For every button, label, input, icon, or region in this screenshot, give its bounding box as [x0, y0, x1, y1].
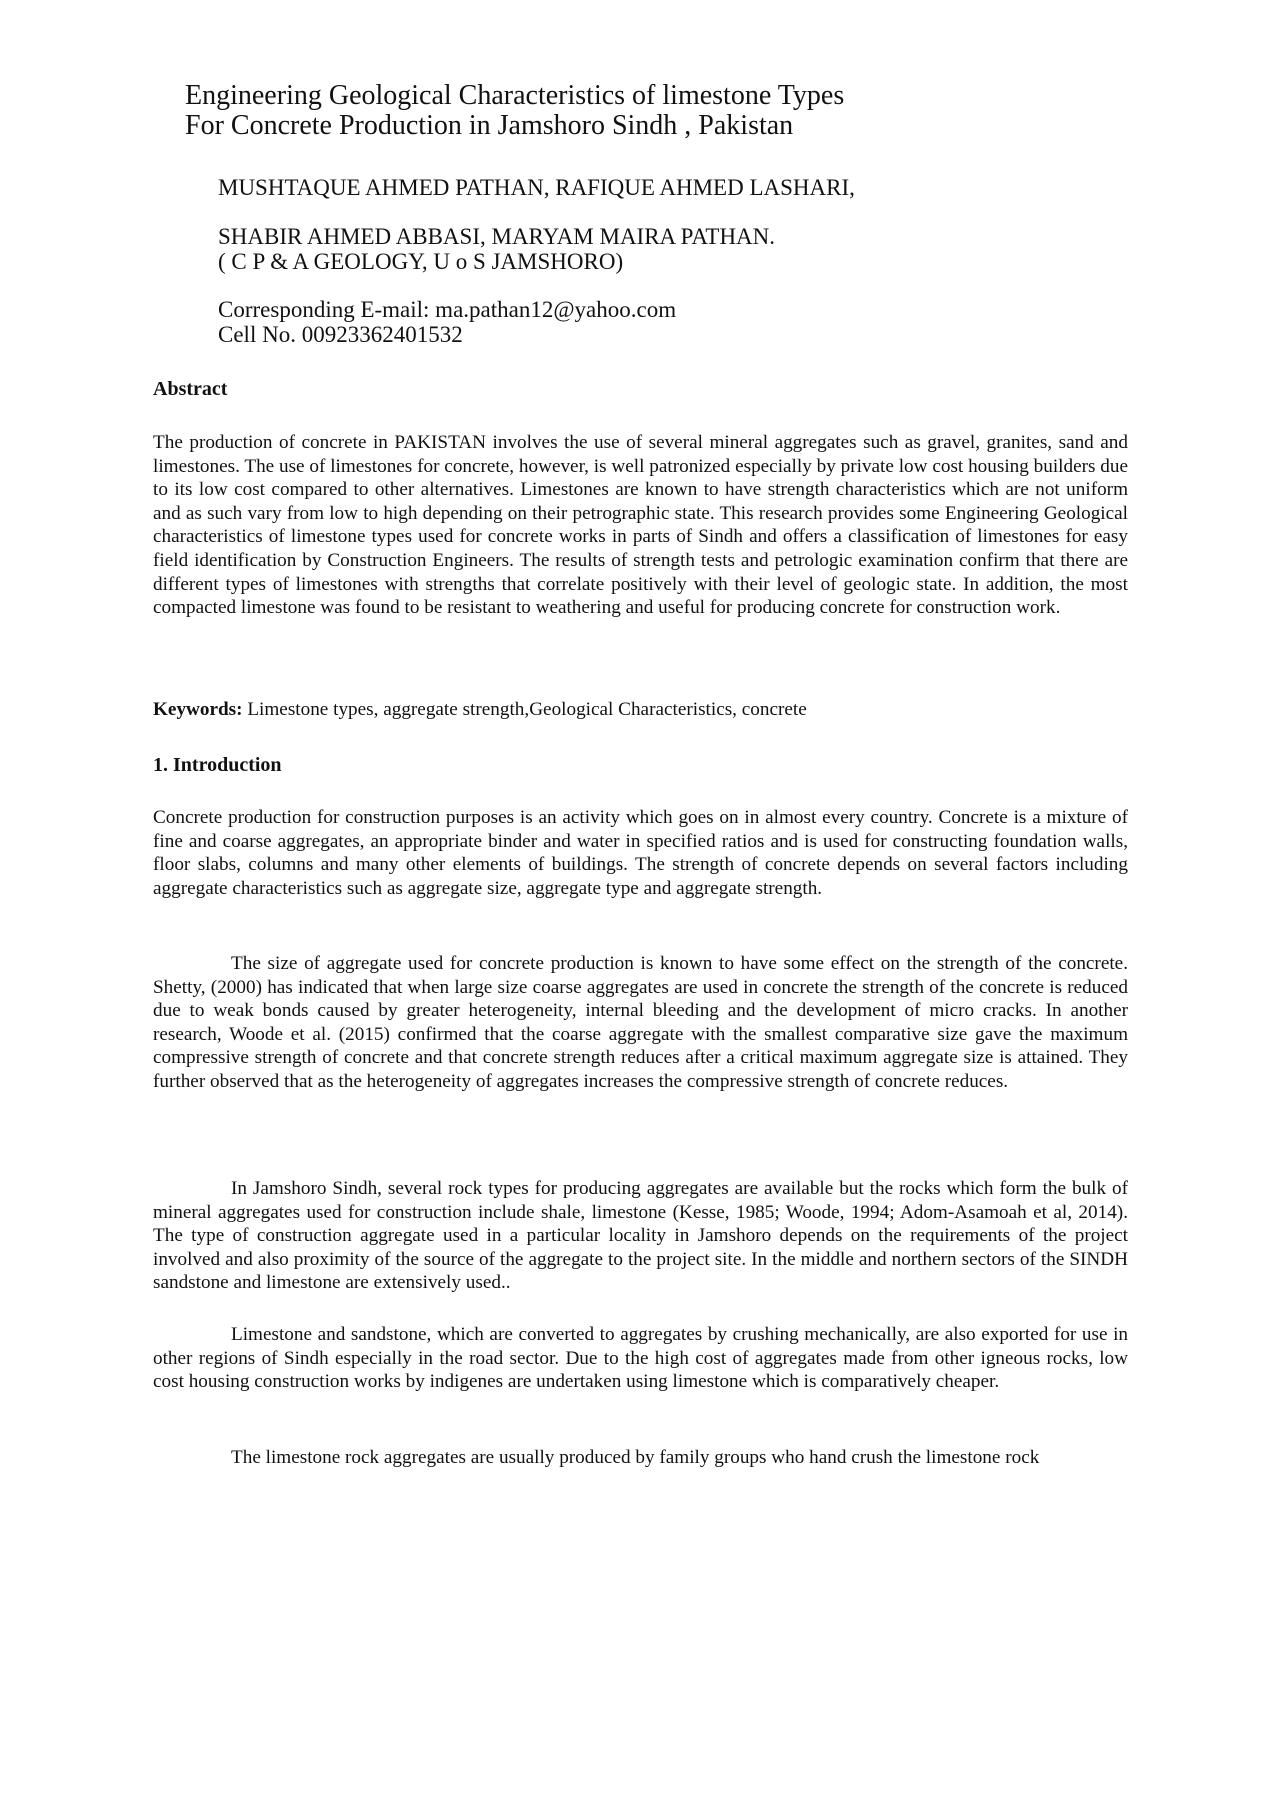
keywords-label: Keywords: — [153, 699, 243, 720]
abstract-text: The production of concrete in PAKISTAN involves the use of several mineral aggregates such as gravel, granites, sand and limestones. The use of limestones for concrete, however, is well patronized especially by private low cost housing builders due to its low cost compared to other alternatives. Limestones are known to have strength characteristics which are not uniform and as such vary from low to high depending on their petrographic state. This research provides some Engineering Geological characteristics of limestone types used for concrete works in parts of Sindh and offers a classification of limestones for easy field identification by Construction Engineers. The results of strength tests and petrologic examination confirm that there are different types of limestones with strengths that correlate positively with their level of geologic state. In addition, the most compacted limestone was found to be resistant to weathering and useful for producing concrete for construction work. — [153, 432, 1128, 619]
contact-block — [218, 297, 676, 347]
intro-paragraph-3: In Jamshoro Sindh, several rock types for producing aggregates are available but the rocks which form the bulk of mineral aggregates used for construction include shale, limestone (Kesse, 1985; Woode, 1994; Adom-Asamoah et al, 2014). The type of construction aggregate used in a particular locality in Jamshoro depends on the requirements of the project involved and also proximity of the source of the aggregate to the project site. In the middle and northern sectors of the SINDH sandstone and limestone are extensively used.. — [153, 1178, 1128, 1294]
intro-paragraph-1: Concrete production for construction purposes is an activity which goes on in almost every country. Concrete is a mixture of fine and coarse aggregates, an appropriate binder and water in specified ratios and is used for constructing foundation walls, floor slabs, columns and many other elements of buildings. The strength of concrete depends on several factors including aggregate characteristics such as aggregate size, aggregate type and aggregate strength. — [153, 807, 1128, 899]
title-line-1: Engineering Geological Characteristics of limestone Types — [185, 80, 845, 111]
intro-paragraph-5: The limestone rock aggregates are usually produced by family groups who hand crush the limestone rock — [231, 1447, 1040, 1468]
cell-line: Cell No. 00923362401532 — [218, 322, 463, 347]
paper-title — [185, 81, 844, 141]
affiliation: ( C P & A GEOLOGY, U o S JAMSHORO) — [218, 249, 624, 274]
author-line-1: MUSHTAQUE AHMED PATHAN, RAFIQUE AHMED LASHARI, — [218, 175, 855, 200]
intro-paragraph-2: The size of aggregate used for concrete production is known to have some effect on the strength of the concrete. Shetty, (2000) has indicated that when large size coarse aggregates are used in concrete the strength of the concrete is reduced due to weak bonds caused by greater heterogeneity, internal bleeding and the development of micro cracks. In another research, Woode et al. (2015) confirmed that the coarse aggregate with the smallest comparative size gave the maximum compressive strength of concrete and that concrete strength reduces after a critical maximum aggregate size is attained. They further observed that as the heterogeneity of aggregates increases the compressive strength of concrete reduces. — [153, 953, 1128, 1092]
intro-paragraph-4: Limestone and sandstone, which are converted to aggregates by crushing mechanically, are also exported for use in other regions of Sindh especially in the road sector. Due to the high cost of aggregates made from other igneous rocks, low cost housing construction works by indigenes are undertaken using limestone which is comparatively cheaper. — [153, 1324, 1128, 1393]
email-line: Corresponding E-mail: ma.pathan12@yahoo.com — [218, 297, 677, 322]
keywords-text: Limestone types, aggregate strength,Geological Characteristics, concrete — [242, 699, 807, 720]
abstract-heading: Abstract — [153, 378, 228, 400]
author-block — [218, 224, 775, 274]
author-line-2: SHABIR AHMED ABBASI, MARYAM MAIRA PATHAN. — [218, 224, 776, 249]
introduction-heading: 1. Introduction — [153, 754, 282, 776]
keywords — [153, 698, 1128, 722]
title-line-2: For Concrete Production in Jamshoro Sindh , Pakistan — [185, 110, 794, 141]
